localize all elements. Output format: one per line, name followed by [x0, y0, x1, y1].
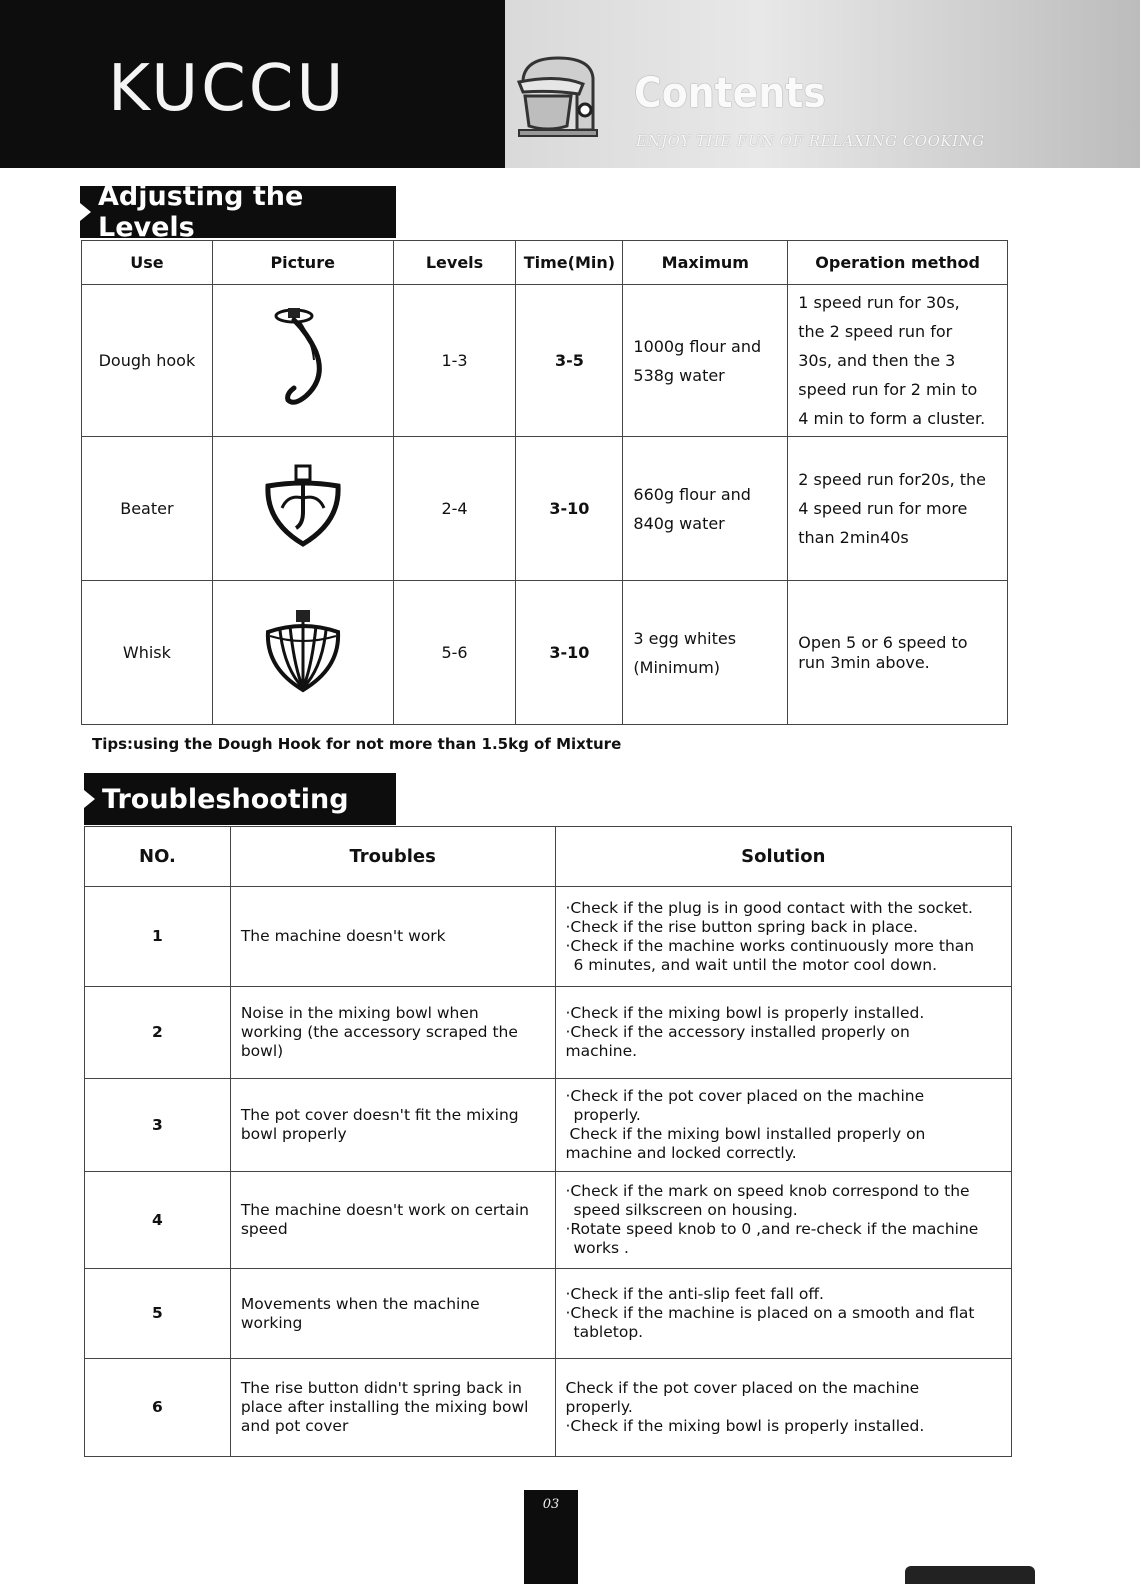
- solution-line: ·Check if the pot cover placed on the machine: [565, 1087, 925, 1105]
- arrow-icon: [80, 203, 91, 221]
- page-title: Contents: [634, 68, 826, 117]
- column-header: Operation method: [788, 241, 1008, 285]
- time-cell: 3-5: [516, 285, 623, 437]
- solution-line: 6 minutes, and wait until the motor cool down.: [573, 955, 938, 974]
- trouble-line: bowl): [240, 1042, 284, 1060]
- solution-cell: [555, 987, 1012, 1079]
- brand-logo: KUCCU: [108, 52, 347, 126]
- solution-cell: [555, 887, 1012, 987]
- column-header: Maximum: [623, 241, 788, 285]
- use-cell: Dough hook: [82, 285, 213, 437]
- solution-line: ·Check if the accessory installed properly on: [565, 1023, 910, 1041]
- table-row: [85, 987, 1012, 1079]
- solution-line: properly.: [565, 1398, 633, 1416]
- row-number: 3: [85, 1079, 231, 1172]
- operation-line: speed run for 2 min to: [798, 380, 978, 399]
- section-heading-text: Troubleshooting: [102, 783, 349, 815]
- use-cell: Beater: [82, 437, 213, 581]
- solution-cell: [555, 1269, 1012, 1359]
- solution-line: works .: [573, 1239, 629, 1257]
- solution-line: ·Check if the rise button spring back in place.: [565, 917, 918, 936]
- trouble-line: The machine doesn't work on certain: [240, 1201, 529, 1219]
- maximum-line: (Minimum): [633, 657, 721, 677]
- table-row: [85, 1172, 1012, 1269]
- trouble-line: speed: [240, 1220, 288, 1238]
- column-header: Levels: [393, 241, 516, 285]
- levels-cell: 2-4: [393, 437, 516, 581]
- tips-note: Tips:using the Dough Hook for not more than 1.5kg of Mixture: [92, 735, 622, 753]
- levels-table: [81, 240, 1008, 725]
- operation-cell: [788, 437, 1008, 581]
- solution-line: Check if the mixing bowl installed properly on: [569, 1125, 926, 1143]
- row-number: 2: [85, 987, 231, 1079]
- maximum-line: 3 egg whites: [633, 628, 737, 648]
- section-heading-levels: [80, 181, 396, 243]
- table-row: [82, 581, 1008, 725]
- section-heading-troubleshooting: [84, 773, 396, 825]
- trouble-cell: [230, 1172, 555, 1269]
- picture-cell: [212, 437, 393, 581]
- beater-icon: [258, 462, 348, 552]
- column-header: Time(Min): [516, 241, 623, 285]
- trouble-line: and pot cover: [240, 1417, 349, 1435]
- solution-line: ·Check if the mark on speed knob correspond to the: [565, 1182, 970, 1200]
- operation-line: the 2 speed run for: [798, 322, 953, 341]
- stand-mixer-icon: [513, 50, 603, 138]
- column-header: Use: [82, 241, 213, 285]
- maximum-line: 660g flour and: [633, 484, 751, 504]
- solution-line: properly.: [573, 1106, 641, 1124]
- column-header: Picture: [212, 241, 393, 285]
- solution-line: tabletop.: [573, 1323, 644, 1341]
- picture-cell: [212, 581, 393, 725]
- operation-line: Open 5 or 6 speed to: [798, 632, 968, 652]
- solution-line: Check if the pot cover placed on the machine: [565, 1379, 920, 1397]
- arrow-icon: [84, 790, 95, 808]
- whisk-icon: [258, 606, 348, 696]
- solution-cell: [555, 1359, 1012, 1457]
- levels-cell: 1-3: [393, 285, 516, 437]
- solution-line: ·Check if the plug is in good contact with the socket.: [565, 898, 973, 917]
- trouble-cell: [230, 1269, 555, 1359]
- solution-cell: [555, 1172, 1012, 1269]
- use-cell: Whisk: [82, 581, 213, 725]
- operation-cell: [788, 581, 1008, 725]
- table-header-row: [85, 827, 1012, 887]
- operation-line: run 3min above.: [798, 652, 930, 672]
- maximum-cell: [623, 437, 788, 581]
- column-header: Troubles: [230, 827, 555, 887]
- solution-line: ·Check if the mixing bowl is properly installed.: [565, 1417, 925, 1435]
- solution-line: speed silkscreen on housing.: [573, 1201, 798, 1219]
- maximum-line: 538g water: [633, 365, 725, 385]
- trouble-cell: [230, 887, 555, 987]
- row-number: 4: [85, 1172, 231, 1269]
- maximum-cell: [623, 285, 788, 437]
- solution-line: ·Check if the machine works continuously more than: [565, 936, 975, 955]
- time-cell: 3-10: [516, 437, 623, 581]
- solution-line: ·Check if the anti-slip feet fall off.: [565, 1285, 824, 1303]
- row-number: 5: [85, 1269, 231, 1359]
- trouble-line: working: [240, 1313, 303, 1332]
- trouble-cell: [230, 1359, 555, 1457]
- operation-line: 2 speed run for20s, the: [798, 470, 986, 489]
- solution-line: machine and locked correctly.: [565, 1144, 797, 1162]
- maximum-line: 840g water: [633, 513, 725, 533]
- table-header-row: [82, 241, 1008, 285]
- page-number: 03: [524, 1490, 578, 1584]
- solution-line: ·Check if the machine is placed on a smooth and flat: [565, 1304, 975, 1322]
- operation-line: 4 speed run for more: [798, 499, 968, 518]
- column-header: Solution: [555, 827, 1012, 887]
- row-number: 1: [85, 887, 231, 987]
- solution-cell: [555, 1079, 1012, 1172]
- operation-line: than 2min40s: [798, 528, 909, 547]
- row-number: 6: [85, 1359, 231, 1457]
- solution-line: machine.: [565, 1042, 638, 1060]
- time-cell: 3-10: [516, 581, 623, 725]
- operation-line: 1 speed run for 30s,: [798, 293, 960, 312]
- table-row: [85, 1359, 1012, 1457]
- trouble-cell: [230, 1079, 555, 1172]
- trouble-line: The machine doesn't work: [240, 927, 446, 945]
- section-heading-text: Adjusting the Levels: [98, 181, 304, 243]
- solution-line: ·Rotate speed knob to 0 ,and re-check if the machine: [565, 1220, 979, 1238]
- header-tagline: ENJOY THE FUN OF RELAXING COOKING: [636, 132, 985, 150]
- trouble-cell: [230, 987, 555, 1079]
- trouble-line: The pot cover doesn't fit the mixing: [240, 1106, 519, 1124]
- trouble-line: place after installing the mixing bowl: [240, 1398, 529, 1416]
- operation-cell: [788, 285, 1008, 437]
- dough-hook-icon: [258, 304, 348, 414]
- trouble-line: Noise in the mixing bowl when: [240, 1004, 479, 1022]
- maximum-cell: [623, 581, 788, 725]
- trouble-line: bowl properly: [240, 1125, 347, 1143]
- table-row: [85, 887, 1012, 987]
- operation-line: 4 min to form a cluster.: [798, 409, 986, 428]
- trouble-line: Movements when the machine: [240, 1294, 480, 1313]
- table-row: [82, 285, 1008, 437]
- column-header: NO.: [85, 827, 231, 887]
- maximum-line: 1000g flour and: [633, 336, 762, 356]
- trouble-line: working (the accessory scraped the: [240, 1023, 518, 1041]
- levels-cell: 5-6: [393, 581, 516, 725]
- trouble-line: The rise button didn't spring back in: [240, 1379, 523, 1397]
- table-row: [85, 1079, 1012, 1172]
- operation-line: 30s, and then the 3: [798, 351, 956, 370]
- picture-cell: [212, 285, 393, 437]
- solution-line: ·Check if the mixing bowl is properly installed.: [565, 1004, 925, 1022]
- troubleshooting-table: [84, 826, 1012, 1457]
- table-row: [82, 437, 1008, 581]
- corner-decoration: [905, 1566, 1035, 1584]
- table-row: [85, 1269, 1012, 1359]
